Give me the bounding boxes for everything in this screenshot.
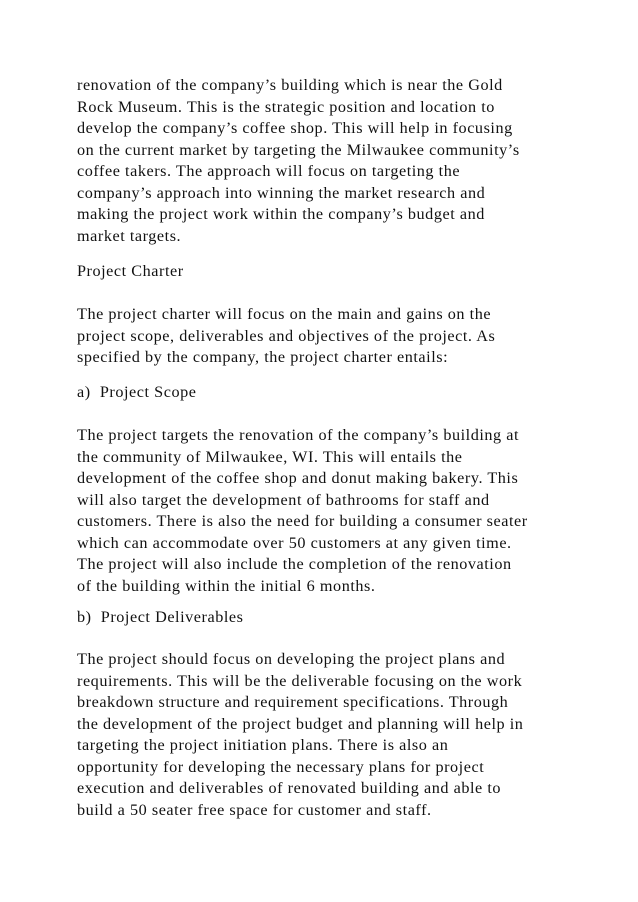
text-line: of the building within the initial 6 months. bbox=[77, 576, 376, 595]
deliverables-paragraph bbox=[77, 649, 523, 821]
project-scope-heading bbox=[77, 382, 196, 404]
heading-text: Project Charter bbox=[77, 262, 184, 280]
text-line: The project will also include the completion of the renovation bbox=[77, 555, 512, 573]
heading-text: b) Project Deliverables bbox=[77, 608, 244, 626]
text-line: specified by the company, the project charter entails: bbox=[77, 348, 449, 366]
charter-paragraph bbox=[77, 304, 495, 369]
text-line: Rock Museum. This is the strategic position and location to bbox=[77, 97, 495, 116]
project-charter-heading bbox=[77, 261, 184, 283]
text-line: company’s approach into winning the market research and bbox=[77, 183, 486, 202]
text-line: which can accommodate over 50 customers at any given time. bbox=[77, 533, 512, 552]
text-line: targeting the project initiation plans. There is also an bbox=[77, 736, 449, 754]
text-line: requirements. This will be the deliverable focusing on the work bbox=[77, 671, 523, 690]
project-deliverables-heading bbox=[77, 607, 243, 629]
text-line: project scope, deliverables and objectives of the project. As bbox=[77, 326, 496, 345]
text-line: The project should focus on developing the project plans and bbox=[77, 650, 506, 668]
text-line: on the current market by targeting the Milwaukee community’s bbox=[77, 140, 520, 159]
scope-paragraph bbox=[77, 425, 528, 597]
text-line: the community of Milwaukee, WI. This will entails the bbox=[77, 447, 463, 466]
text-line: the development of the project budget and planning will help in bbox=[77, 714, 524, 733]
text-line: development of the coffee shop and donut making bakery. This bbox=[77, 469, 519, 487]
text-line: breakdown structure and requirement specifications. Through bbox=[77, 693, 509, 711]
text-line: opportunity for developing the necessary plans for project bbox=[77, 757, 485, 776]
text-line: execution and deliverables of renovated building and able to bbox=[77, 779, 502, 797]
intro-paragraph bbox=[77, 75, 520, 247]
text-line: renovation of the company’s building which is near the Gold bbox=[77, 76, 503, 94]
heading-text: a) Project Scope bbox=[77, 383, 197, 401]
text-line: making the project work within the company’s budget and bbox=[77, 205, 485, 223]
text-line: The project targets the renovation of the company’s building at bbox=[77, 426, 520, 444]
text-line: will also target the development of bathrooms for staff and bbox=[77, 490, 490, 509]
text-line: build a 50 seater free space for customer and staff. bbox=[77, 800, 432, 819]
text-line: develop the company’s coffee shop. This will help in focusing bbox=[77, 119, 513, 137]
text-line: The project charter will focus on the main and gains on the bbox=[77, 305, 492, 323]
text-line: coffee takers. The approach will focus on targeting the bbox=[77, 162, 461, 180]
text-line: market targets. bbox=[77, 226, 182, 245]
text-line: customers. There is also the need for building a consumer seater bbox=[77, 512, 528, 530]
